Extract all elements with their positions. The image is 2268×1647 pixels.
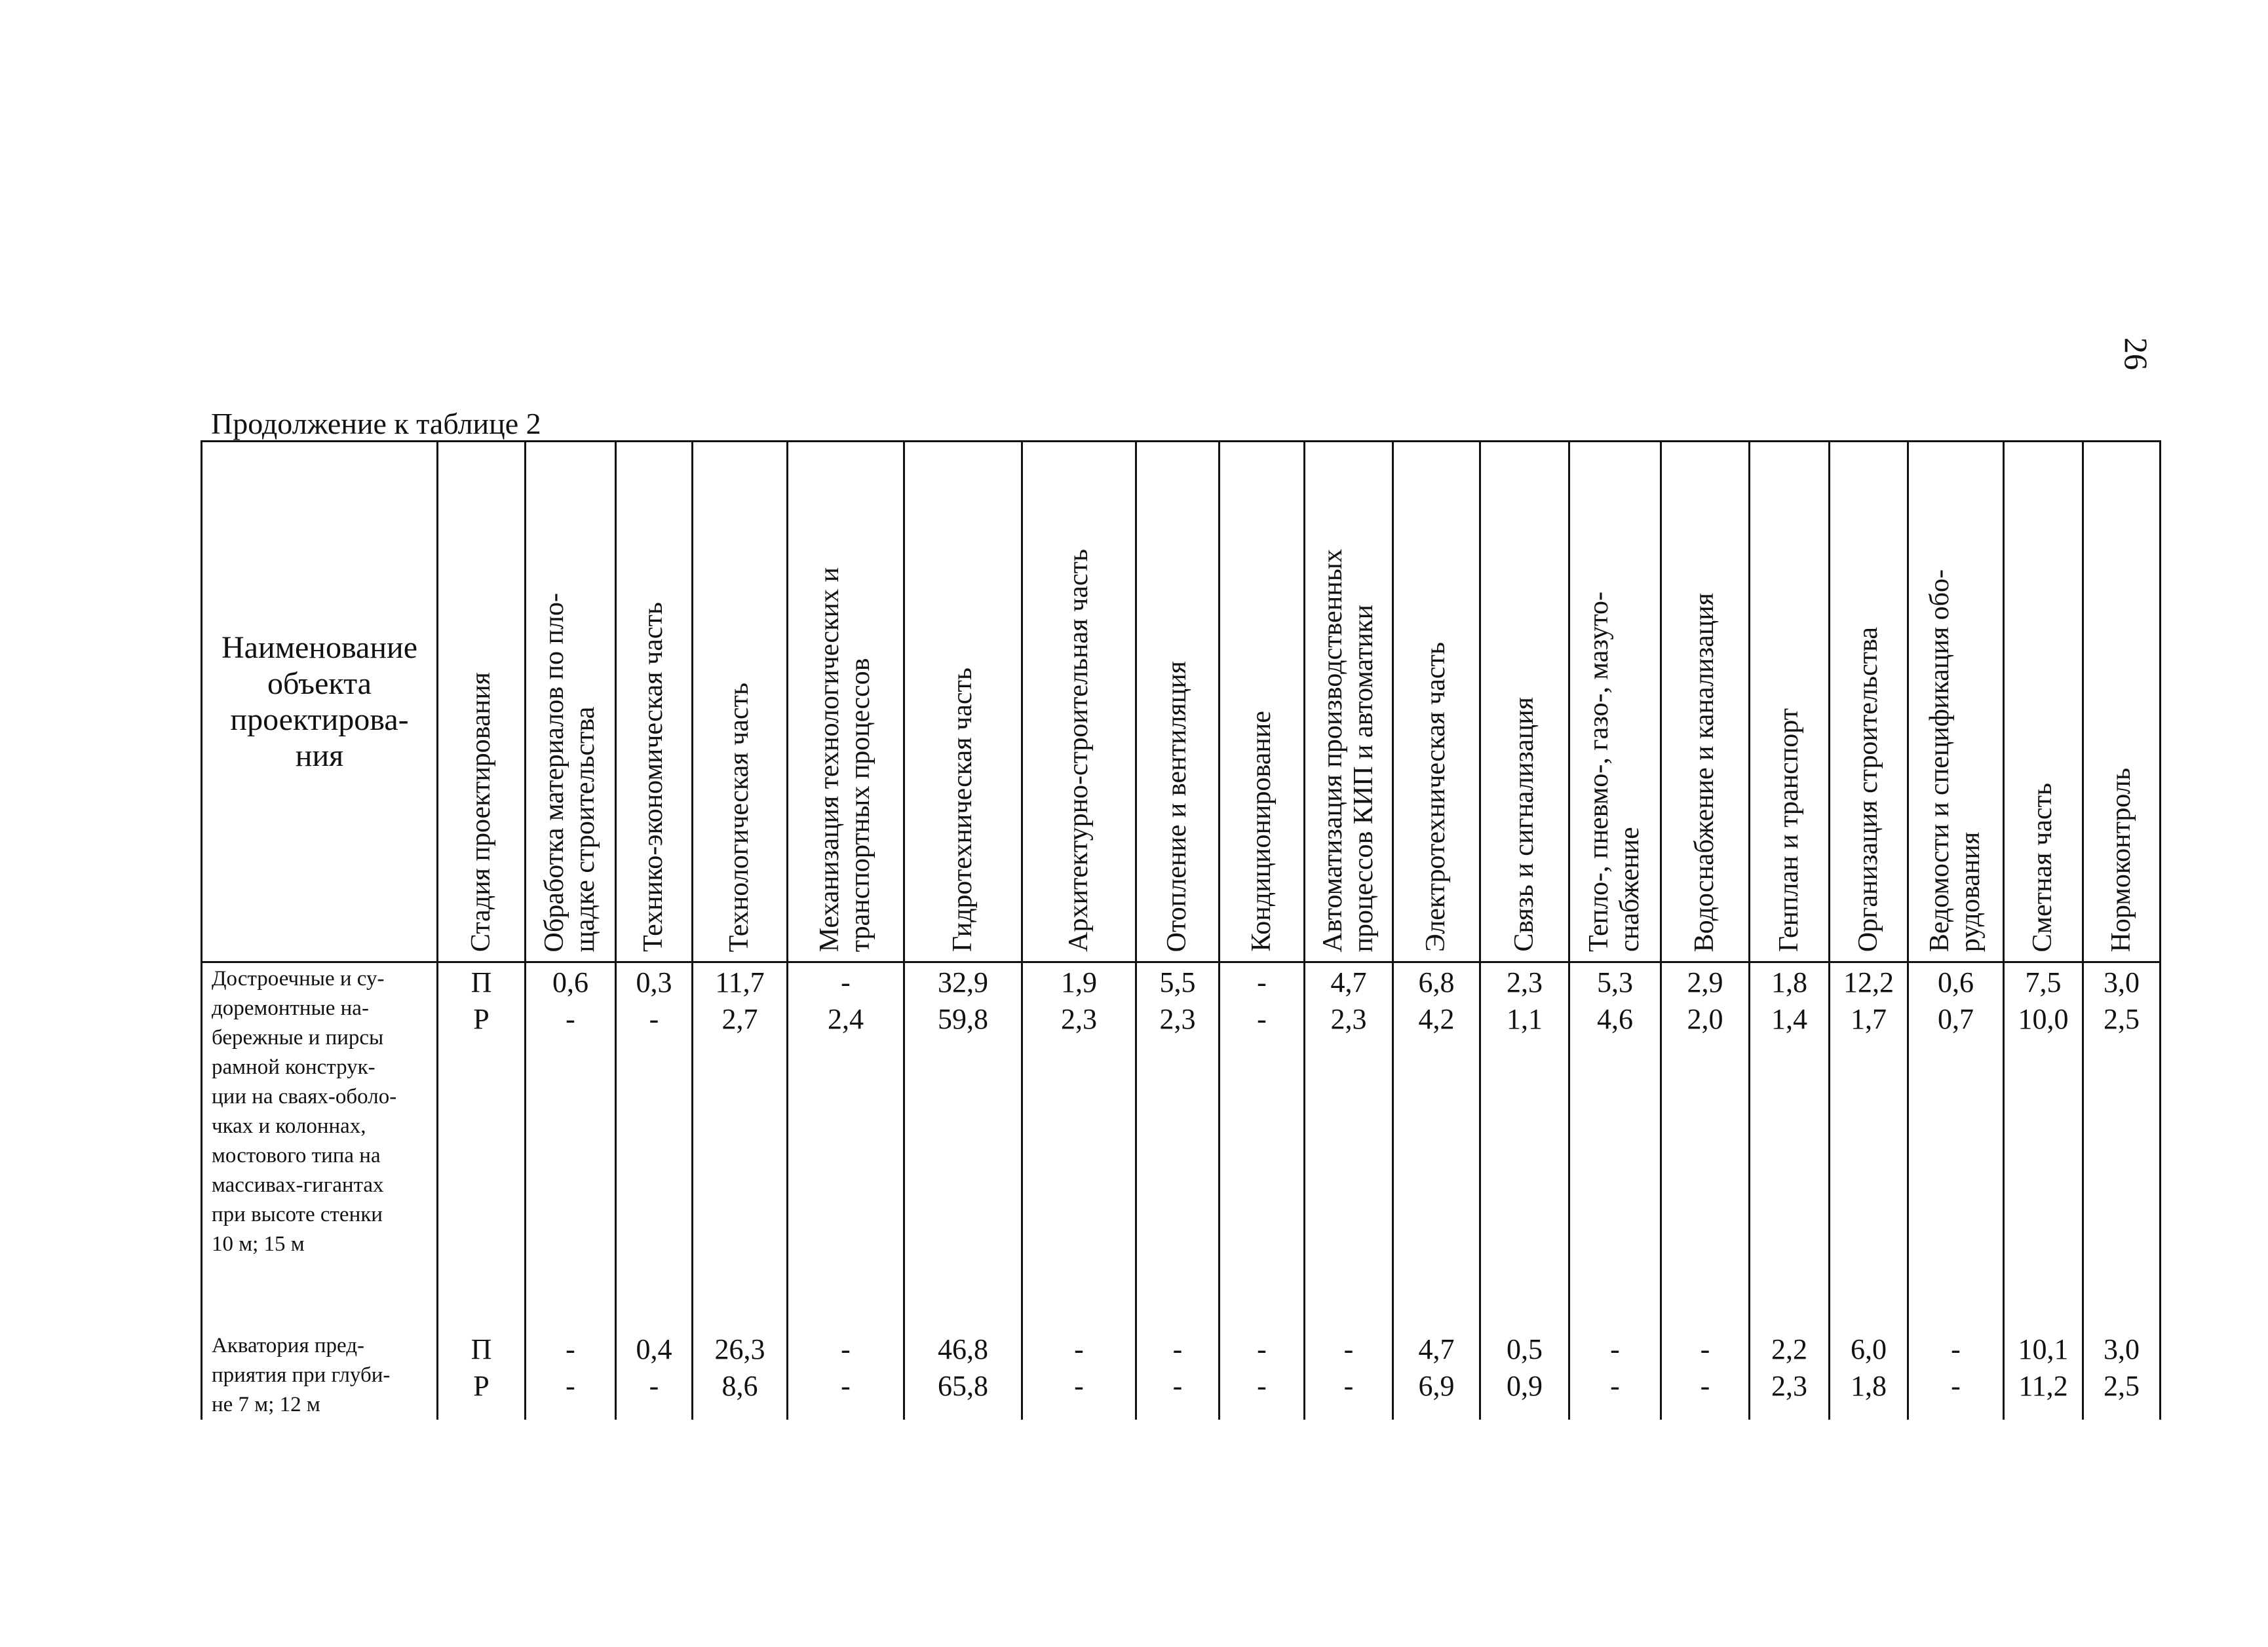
column-header-label: Кондиционирование xyxy=(1246,711,1277,952)
stage-r-value: - xyxy=(649,1370,659,1402)
stage-r-value: 11,2 xyxy=(2018,1370,2068,1402)
stage-p-value: 26,3 xyxy=(714,1333,765,1365)
stage-r-value: - xyxy=(1700,1370,1710,1402)
stage-r-value: - xyxy=(1172,1370,1183,1402)
column-header xyxy=(1569,442,1661,962)
column-header-label: Тепло-, пневмо-, газо-, мазуто- снабжение xyxy=(1584,591,1645,952)
stage-r-value: Р xyxy=(473,1370,490,1402)
value-cell xyxy=(1305,962,1393,1303)
column-header-label: Технологическая часть xyxy=(724,682,755,952)
value-cell xyxy=(1220,962,1305,1303)
table-row xyxy=(202,1302,2161,1420)
value-cell xyxy=(526,962,616,1303)
stage-p-value: П xyxy=(471,966,492,998)
value-cell xyxy=(693,962,788,1303)
header-row xyxy=(202,442,2161,962)
value-cell xyxy=(1830,1302,1908,1420)
object-name-cell: Акватория пред- приятия при глуби- не 7 м; 12 м xyxy=(202,1302,438,1420)
value-cell xyxy=(1393,1302,1480,1420)
stage-r-value: 8,6 xyxy=(721,1370,758,1402)
value-cell xyxy=(526,1302,616,1420)
stage-p-value: 0,3 xyxy=(636,966,672,998)
value-cell xyxy=(1022,962,1136,1303)
value-cell xyxy=(788,962,904,1303)
object-name-header: Наименование объекта проектирова- ния xyxy=(202,442,438,962)
page-number: 26 xyxy=(2118,337,2155,370)
stage-r-value: 10,0 xyxy=(2018,1003,2069,1035)
column-header-label: Электротехническая часть xyxy=(1421,642,1451,952)
column-header xyxy=(1393,442,1480,962)
stage-p-value: П xyxy=(471,1333,492,1365)
stage-p-value: - xyxy=(1074,1333,1084,1365)
column-header-label: Связь и сигнализация xyxy=(1509,697,1539,952)
value-cell xyxy=(904,1302,1022,1420)
stage-r-value: 59,8 xyxy=(938,1003,988,1035)
value-cell xyxy=(1480,962,1569,1303)
stage-r-value: 2,4 xyxy=(828,1003,864,1035)
stage-r-value: 0,7 xyxy=(1938,1003,1974,1035)
stage-r-value: 2,3 xyxy=(1159,1003,1196,1035)
stage-p-value: 3,0 xyxy=(2104,966,2140,998)
stage-p-value: 6,0 xyxy=(1851,1333,1887,1365)
value-cell xyxy=(1136,1302,1220,1420)
table-body xyxy=(202,962,2161,1420)
stage-r-value: 6,9 xyxy=(1418,1370,1455,1402)
stage-p-value: 7,5 xyxy=(2025,966,2062,998)
stage-p-value: - xyxy=(841,966,851,998)
stage-p-value: - xyxy=(841,1333,851,1365)
stage-p-value: 1,9 xyxy=(1061,966,1097,998)
stage-p-value: 32,9 xyxy=(938,966,988,998)
stage-p-value: - xyxy=(1951,1333,1961,1365)
value-cell xyxy=(438,1302,526,1420)
value-cell xyxy=(1569,1302,1661,1420)
stage-r-value: 4,6 xyxy=(1597,1003,1633,1035)
column-header xyxy=(1022,442,1136,962)
value-cell xyxy=(1569,962,1661,1303)
stage-r-value: - xyxy=(841,1370,851,1402)
stage-r-value: - xyxy=(1610,1370,1620,1402)
value-cell xyxy=(693,1302,788,1420)
value-cell xyxy=(2083,962,2161,1303)
column-header-label: Генплан и транспорт xyxy=(1773,708,1804,952)
stage-r-value: - xyxy=(1951,1370,1961,1402)
table-row xyxy=(202,962,2161,1303)
stage-p-value: 5,5 xyxy=(1159,966,1196,998)
column-header-label: Технико-экономическая часть xyxy=(638,602,669,952)
value-cell xyxy=(2004,1302,2083,1420)
stage-r-value: - xyxy=(1343,1370,1354,1402)
stage-r-value: - xyxy=(1074,1370,1084,1402)
column-header-label: Архитектурно-строительная часть xyxy=(1063,549,1094,952)
value-cell xyxy=(2004,962,2083,1303)
stage-r-value: 1,8 xyxy=(1851,1370,1887,1402)
value-cell xyxy=(1136,962,1220,1303)
value-cell xyxy=(1393,962,1480,1303)
stage-r-value: 2,0 xyxy=(1687,1003,1723,1035)
value-cell xyxy=(1220,1302,1305,1420)
stage-r-value: 2,5 xyxy=(2104,1003,2140,1035)
stage-r-value: 65,8 xyxy=(938,1370,988,1402)
stage-p-value: - xyxy=(566,1333,575,1365)
value-cell xyxy=(2083,1302,2161,1420)
stage-r-value: 2,7 xyxy=(721,1003,758,1035)
value-cell xyxy=(1661,1302,1750,1420)
stage-r-value: 2,5 xyxy=(2104,1370,2140,1402)
stage-p-value: 0,5 xyxy=(1507,1333,1543,1365)
column-header-label: Водоснабжение и канализация xyxy=(1689,592,1720,952)
stage-r-value: - xyxy=(1257,1003,1267,1035)
stage-r-value: - xyxy=(566,1003,575,1035)
stage-p-value: 11,7 xyxy=(715,966,765,998)
value-cell xyxy=(1750,1302,1830,1420)
stage-r-value: - xyxy=(1257,1370,1267,1402)
column-header-label: Автоматизация производственных процессов КИП и автоматики xyxy=(1317,548,1379,952)
column-header xyxy=(1480,442,1569,962)
stage-p-value: 4,7 xyxy=(1330,966,1367,998)
value-cell xyxy=(1480,1302,1569,1420)
column-header xyxy=(2004,442,2083,962)
stage-p-value: - xyxy=(1257,966,1267,998)
value-cell xyxy=(1908,1302,2004,1420)
column-header xyxy=(1661,442,1750,962)
column-header xyxy=(1305,442,1393,962)
column-header xyxy=(526,442,616,962)
stage-p-value: 2,3 xyxy=(1507,966,1543,998)
stage-r-value: 1,7 xyxy=(1851,1003,1887,1035)
object-name-cell: Достроечные и су- доремонтные на- бережные и пирсы рамной конструк- ции на сваях-оболо- чках и колоннах, мостового типа на массивах-гигантах при высоте стенки 10 м; 15 м xyxy=(202,962,438,1303)
stage-p-value: 6,8 xyxy=(1418,966,1455,998)
value-cell xyxy=(1661,962,1750,1303)
column-header-label: Обработка материалов по пло- щадке строительства xyxy=(539,592,601,952)
stage-p-value: 10,1 xyxy=(2018,1333,2069,1365)
stage-p-value: 46,8 xyxy=(938,1333,988,1365)
column-header xyxy=(2083,442,2161,962)
stage-r-value: 2,3 xyxy=(1330,1003,1367,1035)
stage-p-value: 2,9 xyxy=(1687,966,1723,998)
stage-r-value: 2,3 xyxy=(1061,1003,1097,1035)
column-header-label: Нормоконтроль xyxy=(2105,767,2136,952)
table-caption: Продолжение к таблице 2 xyxy=(211,407,541,440)
column-header xyxy=(438,442,526,962)
column-header-label: Ведомости и спецификация обо- рудования xyxy=(1925,569,1986,952)
stage-p-value: 2,2 xyxy=(1771,1333,1807,1365)
stage-r-value: - xyxy=(566,1370,575,1402)
stage-p-value: 4,7 xyxy=(1418,1333,1455,1365)
value-cell xyxy=(1908,962,2004,1303)
column-header-label: Организация строительства xyxy=(1853,626,1883,952)
column-header xyxy=(1830,442,1908,962)
value-cell xyxy=(904,962,1022,1303)
stage-r-value: - xyxy=(649,1003,659,1035)
column-header xyxy=(1908,442,2004,962)
value-cell xyxy=(1830,962,1908,1303)
value-cell xyxy=(438,962,526,1303)
stage-p-value: 0,6 xyxy=(1938,966,1974,998)
column-header xyxy=(616,442,693,962)
value-cell xyxy=(1022,1302,1136,1420)
column-header-label: Отопление и вентиляция xyxy=(1162,660,1193,952)
column-header xyxy=(788,442,904,962)
stage-p-value: 0,4 xyxy=(636,1333,672,1365)
column-header xyxy=(1220,442,1305,962)
stage-p-value: - xyxy=(1172,1333,1183,1365)
column-header xyxy=(904,442,1022,962)
value-cell xyxy=(788,1302,904,1420)
stage-p-value: 0,6 xyxy=(552,966,588,998)
value-cell xyxy=(616,962,693,1303)
stage-p-value: - xyxy=(1343,1333,1354,1365)
stage-p-value: 1,8 xyxy=(1771,966,1807,998)
stage-r-value: 1,4 xyxy=(1771,1003,1807,1035)
column-header-label: Гидротехническая часть xyxy=(947,668,978,952)
stage-p-value: - xyxy=(1700,1333,1710,1365)
column-header xyxy=(1750,442,1830,962)
value-cell xyxy=(1305,1302,1393,1420)
stage-r-value: 1,1 xyxy=(1507,1003,1543,1035)
column-header-label: Механизация технологических и транспортных процессов xyxy=(815,567,876,952)
stage-r-value: 4,2 xyxy=(1418,1003,1455,1035)
column-header-label: Стадия проектирования xyxy=(465,672,496,952)
column-header xyxy=(693,442,788,962)
stage-p-value: 12,2 xyxy=(1843,966,1894,998)
stage-r-value: 0,9 xyxy=(1507,1370,1543,1402)
stage-p-value: 5,3 xyxy=(1597,966,1633,998)
stage-p-value: - xyxy=(1610,1333,1620,1365)
stage-r-value: Р xyxy=(473,1003,490,1035)
value-cell xyxy=(1750,962,1830,1303)
stage-p-value: - xyxy=(1257,1333,1267,1365)
column-header-label: Сметная часть xyxy=(2028,782,2058,952)
stage-r-value: 2,3 xyxy=(1771,1370,1807,1402)
value-cell xyxy=(616,1302,693,1420)
column-header xyxy=(1136,442,1220,962)
project-cost-table xyxy=(201,440,2161,1420)
stage-p-value: 3,0 xyxy=(2104,1333,2140,1365)
